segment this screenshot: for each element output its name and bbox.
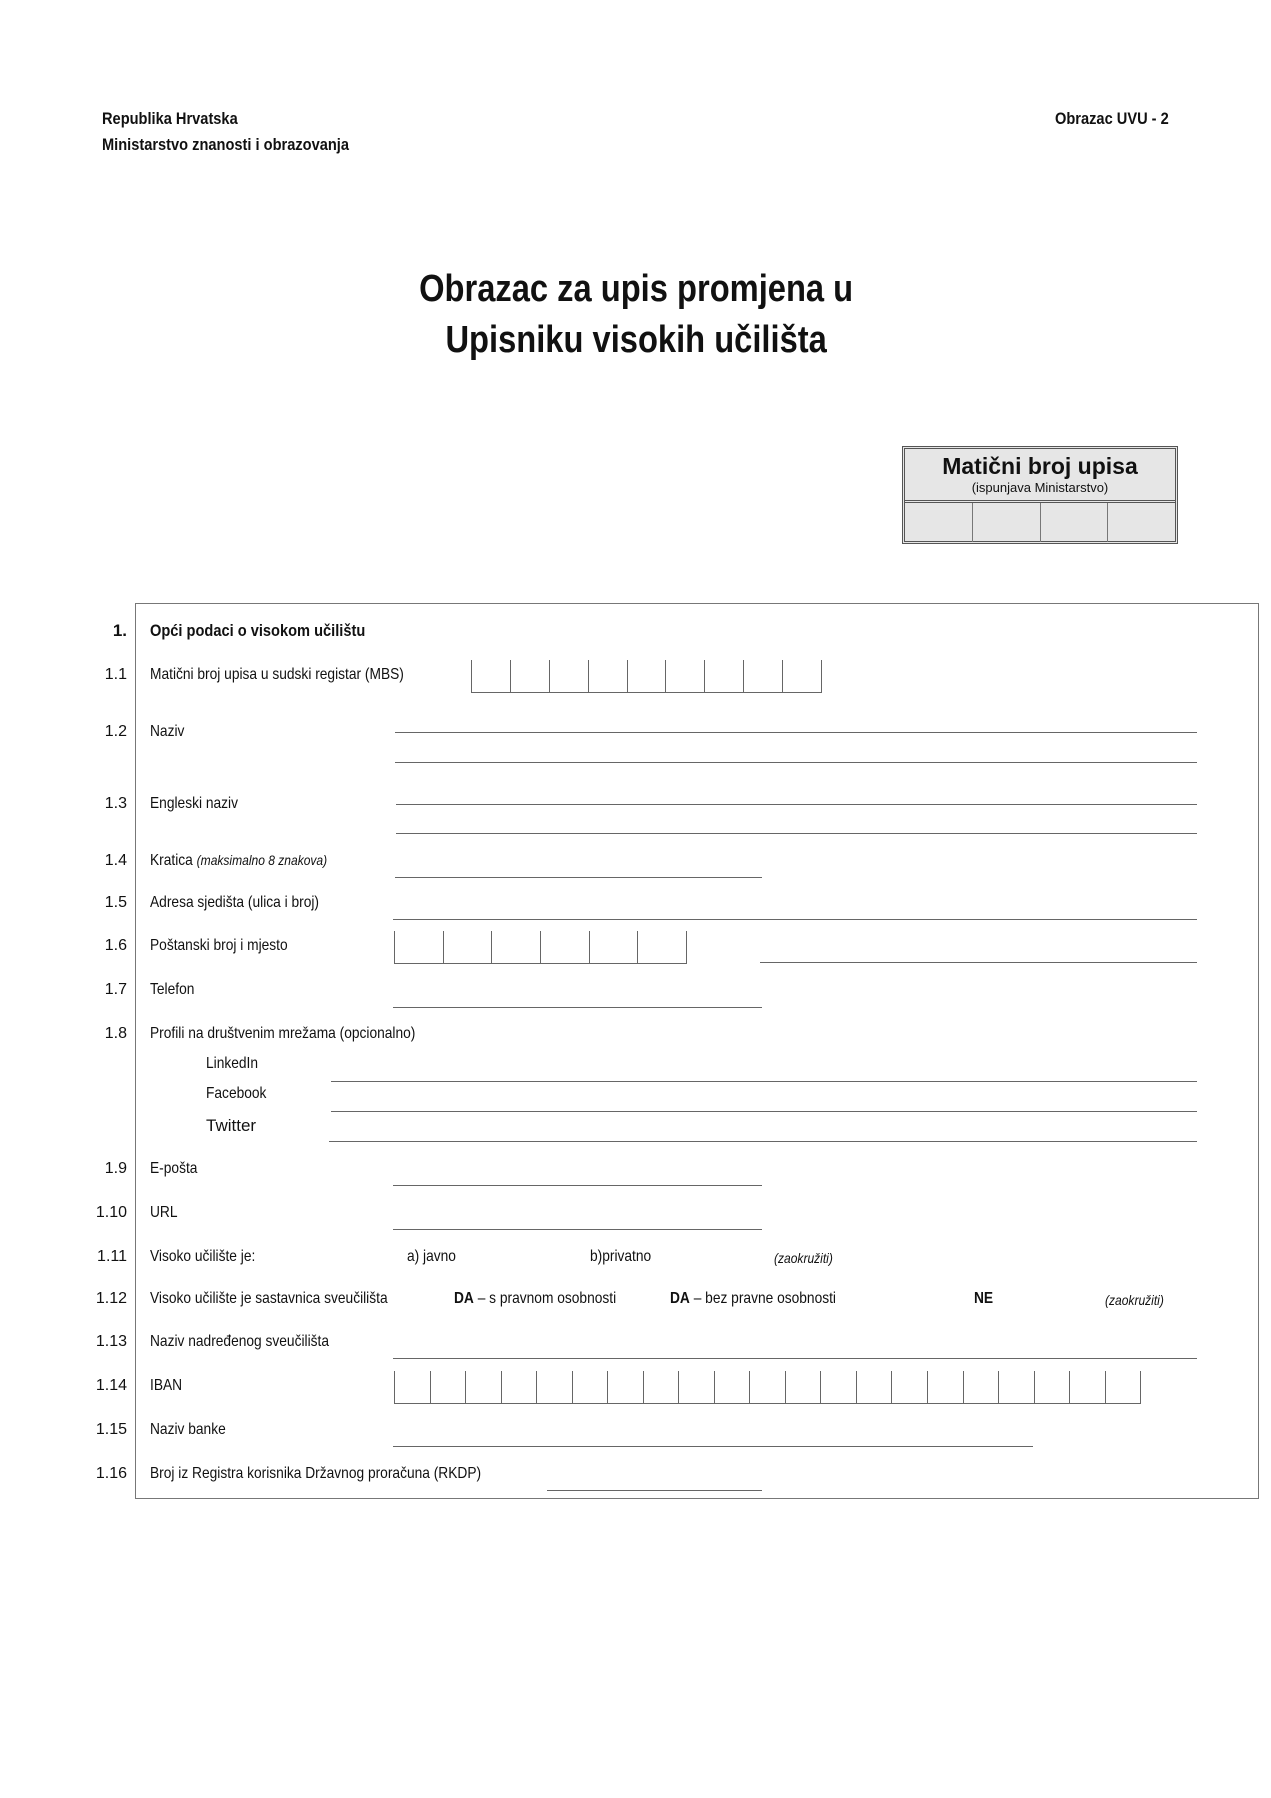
iban-cell[interactable] (999, 1371, 1035, 1403)
row-num: 1.16 (95, 1465, 127, 1482)
naziv-input-line-1[interactable] (395, 732, 1197, 733)
registry-box-subtitle: (ispunjava Ministarstvo) (971, 480, 1109, 495)
row-num: 1.9 (104, 1160, 127, 1177)
row-label: Telefon (150, 981, 195, 998)
iban-input[interactable] (394, 1371, 1141, 1404)
iban-cell[interactable] (1035, 1371, 1071, 1403)
bank-name-input[interactable] (393, 1446, 1033, 1447)
row-label: Broj iz Registra korisnika Državnog proračuna (RKDP) (150, 1465, 482, 1482)
row-label: URL (150, 1204, 178, 1221)
twitter-input[interactable] (329, 1141, 1197, 1142)
row-num: 1.5 (104, 894, 127, 911)
header-ministry: Ministarstvo znanosti i obrazovanja (102, 135, 349, 154)
row-label: Matični broj upisa u sudski registar (MBS) (150, 666, 404, 683)
row-num: 1.8 (104, 1025, 127, 1042)
row-num: 1.15 (95, 1421, 127, 1438)
row-label: E-pošta (150, 1160, 198, 1177)
form-section-1 (135, 603, 1259, 1499)
row-num: 1.13 (95, 1333, 127, 1350)
row-num: 1.10 (95, 1204, 127, 1221)
row-num: 1.11 (97, 1248, 127, 1265)
option-public[interactable]: a) javno (407, 1248, 456, 1265)
row-label: Visoko učilište je: (150, 1248, 256, 1265)
row-num: 1.14 (95, 1377, 127, 1394)
title-line-2: Upisniku visokih učilišta (445, 319, 827, 361)
row-label: Profili na društvenim mrežama (opcionalno) (150, 1025, 416, 1042)
facebook-label: Facebook (206, 1085, 267, 1102)
iban-cell[interactable] (928, 1371, 964, 1403)
twitter-label: Twitter (206, 1116, 257, 1135)
title-line-1: Obrazac za upis promjena u (419, 268, 854, 310)
english-name-line-1[interactable] (396, 804, 1197, 805)
iban-cell[interactable] (608, 1371, 644, 1403)
iban-cell[interactable] (964, 1371, 1000, 1403)
address-input[interactable] (393, 919, 1197, 920)
form-code: Obrazac UVU - 2 (1055, 109, 1169, 128)
registry-box-title: Matični broj upisa (942, 453, 1138, 479)
iban-cell[interactable] (431, 1371, 467, 1403)
row-note: (maksimalno 8 znakova) (196, 852, 328, 868)
row-num: 1.12 (95, 1290, 127, 1307)
row-num: 1.7 (104, 981, 127, 998)
row-label: Naziv (150, 723, 185, 740)
iban-cell[interactable] (786, 1371, 822, 1403)
email-input[interactable] (393, 1185, 762, 1186)
registry-number-cells[interactable] (905, 503, 1175, 542)
rkdp-input[interactable] (547, 1490, 762, 1491)
iban-cell[interactable] (1106, 1371, 1141, 1403)
option-da-with-legal[interactable]: DA – s pravnom osobnosti (454, 1290, 617, 1307)
row-label: Visoko učilište je sastavnica sveučilišta (150, 1290, 388, 1307)
registry-number-box (902, 446, 1178, 544)
iban-cell[interactable] (821, 1371, 857, 1403)
row-num: 1.6 (104, 937, 127, 954)
circle-hint: (zaokružiti) (1105, 1292, 1164, 1308)
linkedin-label: LinkedIn (206, 1055, 259, 1072)
iban-cell[interactable] (466, 1371, 502, 1403)
iban-cell[interactable] (857, 1371, 893, 1403)
option-da-without-legal[interactable]: DA – bez pravne osobnosti (670, 1290, 836, 1307)
option-private[interactable]: b)privatno (590, 1248, 652, 1265)
row-label: Naziv nadređenog sveučilišta (150, 1333, 329, 1350)
row-label: Naziv banke (150, 1421, 226, 1438)
postal-code-input[interactable] (394, 931, 687, 964)
row-label: Adresa sjedišta (ulica i broj) (150, 894, 320, 911)
option-ne[interactable]: NE (974, 1290, 994, 1307)
iban-cell[interactable] (679, 1371, 715, 1403)
iban-cell[interactable] (395, 1371, 431, 1403)
iban-cell[interactable] (715, 1371, 751, 1403)
iban-cell[interactable] (750, 1371, 786, 1403)
row-num: 1.3 (104, 795, 127, 812)
abbreviation-input[interactable] (395, 877, 762, 878)
row-num: 1.4 (104, 852, 127, 869)
iban-cell[interactable] (537, 1371, 573, 1403)
iban-cell[interactable] (502, 1371, 538, 1403)
row-label: Poštanski broj i mjesto (150, 937, 288, 954)
section-title: Opći podaci o visokom učilištu (150, 621, 366, 640)
row-label: IBAN (150, 1377, 183, 1394)
circle-hint: (zaokružiti) (774, 1250, 833, 1266)
iban-cell[interactable] (644, 1371, 680, 1403)
english-name-line-2[interactable] (396, 833, 1197, 834)
url-input[interactable] (393, 1229, 762, 1230)
mbs-input[interactable] (471, 660, 822, 693)
facebook-input[interactable] (331, 1111, 1197, 1112)
row-label: Engleski naziv (150, 795, 238, 812)
parent-university-input[interactable] (393, 1358, 1197, 1359)
iban-cell[interactable] (1070, 1371, 1106, 1403)
iban-cell[interactable] (573, 1371, 609, 1403)
row-num: 1.2 (104, 723, 127, 740)
header-country: Republika Hrvatska (102, 109, 238, 128)
linkedin-input[interactable] (331, 1081, 1197, 1082)
city-input[interactable] (760, 962, 1197, 963)
row-num: 1.1 (104, 666, 127, 683)
section-number: 1. (112, 621, 127, 640)
iban-cell[interactable] (892, 1371, 928, 1403)
phone-input[interactable] (393, 1007, 762, 1008)
row-label: Kratica (maksimalno 8 znakova) (150, 852, 328, 869)
naziv-input-line-2[interactable] (395, 762, 1197, 763)
